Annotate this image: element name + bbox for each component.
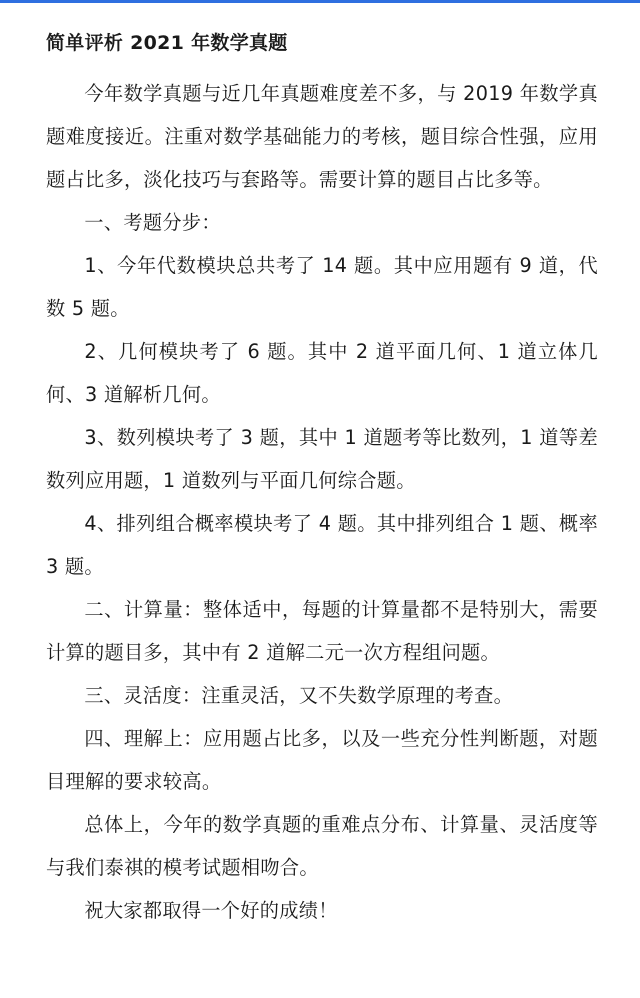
paragraph-summary: 总体上，今年的数学真题的重难点分布、计算量、灵活度等与我们泰祺的模考试题相吻合。 <box>46 813 598 879</box>
paragraph-computation: 二、计算量：整体适中，每题的计算量都不是特别大，需要计算的题目多，其中有 2 道解二元一次方程组问题。 <box>46 598 598 664</box>
paragraph-geometry: 2、几何模块考了 6 题。其中 2 道平面几何、1 道立体几何、3 道解析几何。 <box>46 340 598 406</box>
paragraph-flexibility: 三、灵活度：注重灵活，又不失数学原理的考查。 <box>84 684 514 707</box>
article-title: 简单评析 2021 年数学真题 <box>46 32 288 54</box>
paragraph-section-1-heading: 一、考题分步： <box>84 211 221 234</box>
paragraph-intro: 今年数学真题与近几年真题难度差不多，与 2019 年数学真题难度接近。注重对数学基础能力的考核，题目综合性强，应用题占比多，淡化技巧与套路等。需要计算的题目占比多等。 <box>46 82 598 191</box>
article-body <box>46 30 598 932</box>
paragraph-probability: 4、排列组合概率模块考了 4 题。其中排列组合 1 题、概率 3 题。 <box>46 512 598 578</box>
top-accent-bar <box>0 0 640 3</box>
paragraph-sequences: 3、数列模块考了 3 题，其中 1 道题考等比数列，1 道等差数列应用题，1 道数列与平面几何综合题。 <box>46 426 598 492</box>
paragraph-comprehension: 四、理解上：应用题占比多，以及一些充分性判断题，对题目理解的要求较高。 <box>46 727 598 793</box>
paragraph-algebra: 1、今年代数模块总共考了 14 题。其中应用题有 9 道，代数 5 题。 <box>46 254 598 320</box>
paragraph-closing: 祝大家都取得一个好的成绩！ <box>84 899 338 922</box>
